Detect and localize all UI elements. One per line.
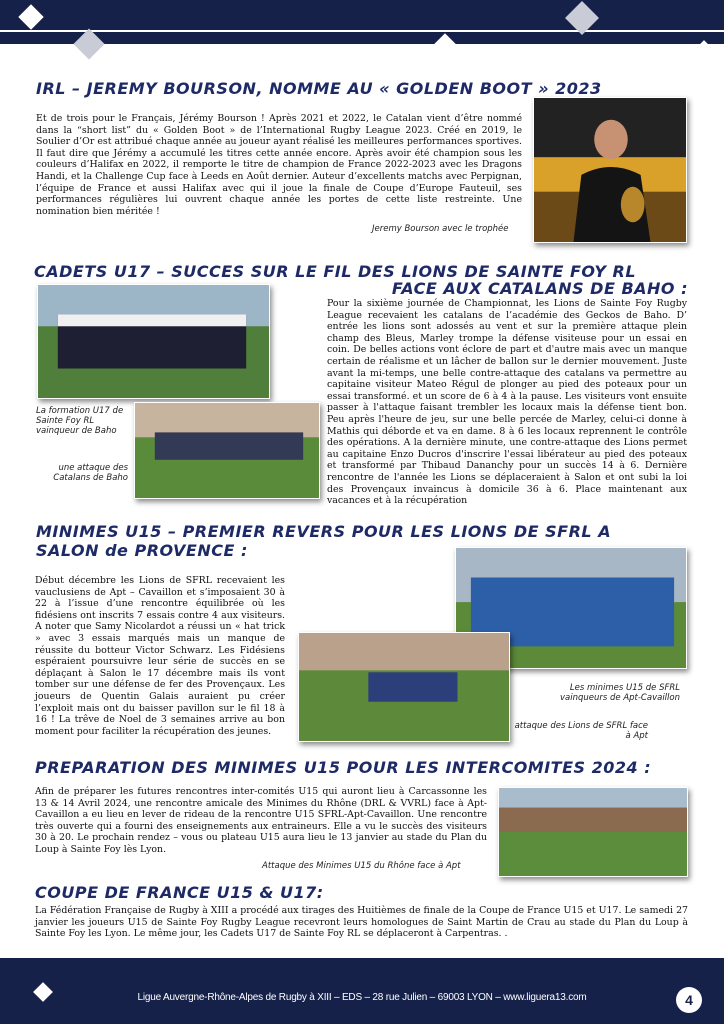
article-body: Début décembre les Lions de SFRL recevaient les vauclusiens de Apt – Cavaillon et s’imposaient 30 à 22 à l’issue d’une rencontre équilibrée où les fidésiens ont inscrits 7 essais contre 4 aux visiteurs. A noter que Samy Nicolardot a réussi un « hat trick » avec 3 essais marqués mais un manque de réussite du botteur Victor Schwarz. Les Fidésiens espéraient poursuivre leur série de succès en se déplaçant à Salon le 17 décembre mais ils vont tomber sur une défense de fer des Provençaux. Les joueurs de Quentin Galais auraient pu créer l’exploit mais ont du baisser pavillon sur le fil 18 à 16 ! La trêve de Noel de 3 semaines arrive au bon moment pour faciliter la récupération des jeunes. xyxy=(35,575,285,737)
photo-caption: une attaque des Catalans de Baho xyxy=(53,463,128,483)
u17-attack-photo xyxy=(134,402,320,499)
article-title: MINIMES U15 – PREMIER REVERS POUR LES LIONS DE SFRL A xyxy=(36,522,612,541)
minimes-attack-photo xyxy=(498,787,688,877)
article-title: PREPARATION DES MINIMES U15 POUR LES INTERCOMITES 2024 : xyxy=(35,758,652,777)
header-stripe xyxy=(0,30,724,32)
photo-caption: Les minimes U15 de SFRL vainqueurs de Apt-Cavaillon xyxy=(559,683,680,703)
jeremy-bourson-photo xyxy=(533,97,687,243)
article-body: La Fédération Française de Rugby à XIII a procédé aux tirages des Huitièmes de finale de la Coupe de France U15 et U17. Le samedi 27 janvier les joueurs U15 de Sainte Foy Rugby League recevront leurs homologues de Saint Martin de Crau au stade du Plan du Loup à Sainte Foy les Lyon. Le même jour, les Cadets U17 de Sainte Foy RL se déplaceront à Carpentras. . xyxy=(35,905,688,940)
article-subtitle: FACE AUX CATALANS DE BAHO : xyxy=(391,279,688,298)
article-subtitle: SALON de PROVENCE : xyxy=(36,541,248,560)
photo-caption: Jeremy Bourson avec le trophée xyxy=(372,224,509,234)
article-body: Et de trois pour le Français, Jérémy Bourson ! Après 2021 et 2022, le Catalan vient d’être nommé dans la “short list” du « Golden Boot » de l’International Rugby League 2023. Créé en 2019, le Soulier d’Or est attribué chaque année au joueur ayant réalisé les meilleures performances sportives. Il faut dire que Jérémy a accumulé les titres cette année encore. Après avoir été champion sous les couleurs d’Halifax en 2022, il remporte le titre de champion de France 2022-2023 avec les Dragons Handi, et la Challenge Cup face à Leeds en Août dernier. Auteur d’excellents matchs avec Perpignan, l’équipe de France et aussi Halifax avec qui il joue la finale de Coupe d’Europe Fauteuil, ses performances régulières lui ouvrent chaque année les portes de cette liste restreinte. Une nomination bien méritée ! xyxy=(36,113,522,217)
photo-caption: La formation U17 de Sainte Foy RL vainqueur de Baho xyxy=(36,406,124,436)
article-body: Afin de préparer les futures rencontres inter-comités U15 qui auront lieu à Carcassonne les 13 & 14 Avril 2024, une rencontre amicale des Minimes du Rhône (DRL & VVRL) face à Apt-Cavaillon a eu lieu en lever de rideau de la rencontre U15 SFRL-Apt-Cavaillon. Une rencontre très ouverte qui a fourni des enseignements aux entraineurs. Elle a vu le succès des visiteurs 30 à 20. Le prochain rendez – vous ou plateau U15 aura lieu le 13 janvier au stade du Plan du Loup à Sainte Foy lès Lyon. xyxy=(35,786,487,855)
header-band xyxy=(0,0,724,44)
footer-text: Ligue Auvergne-Rhône-Alpes de Rugby à XIII – EDS – 28 rue Julien – 69003 LYON – www.liguera13.com xyxy=(137,992,587,1003)
photo-caption: attaque des Lions de SFRL face à Apt xyxy=(514,721,648,741)
u15-attack-photo xyxy=(298,632,510,742)
article-body: Pour la sixième journée de Championnat, les Lions de Sainte Foy Rugby League recevaient les catalans de l’académie des Geckos de Baho. D’ entrée les lions sont adossés au vent et sur la première attaque plein champ des Bleus, Marley trompe la défense visiteuse pour un essai en coin. De belles actions vont éclore de part et d'autre mais avec un manque certain de réalisme et un lâcher de ballon sur le dernier mouvement. Juste avant la mi-temps, une belle contre-attaque des catalans va permettre au capitaine visiteur Mateo Régul de plonger au pied des poteaux pour un essai transformé. et un score de 6 à 4 à la pause. Les visiteurs vont ensuite passer à l'attaque faisant trembler les locaux mais la défense tient bon. Peu après l'heure de jeu, sur une belle percée de Marley, celui-ci donne à Mathis qui déborde et va en dame. 8 à 6 les locaux reprennent le contrôle des opérations. A la dernière minute, une contre-attaque des Lions permet au capitaine Enzo Ducros d'inscrire l'essai libérateur au pied des poteaux et transformé par Thibaud Dananchy pour un succès 14 à 6. Dernière rencontre de l'année les Lions se déplaceraient à Salon et ont subi la loi des Provençaux invaincus à domicile 36 à 6. Place maintenant aux vacances et à la récupération xyxy=(327,298,687,507)
footer-band xyxy=(0,958,724,1024)
article-title: COUPE DE FRANCE U15 & U17: xyxy=(35,883,324,902)
article-title: CADETS U17 – SUCCES SUR LE FIL DES LIONS DE SAINTE FOY RL xyxy=(34,262,637,281)
article-title: IRL – JEREMY BOURSON, NOMME AU « GOLDEN BOOT » 2023 xyxy=(36,79,602,98)
u17-team-photo xyxy=(37,284,270,399)
page-number: 4 xyxy=(676,987,702,1013)
photo-caption: Attaque des Minimes U15 du Rhône face à Apt xyxy=(262,861,461,871)
